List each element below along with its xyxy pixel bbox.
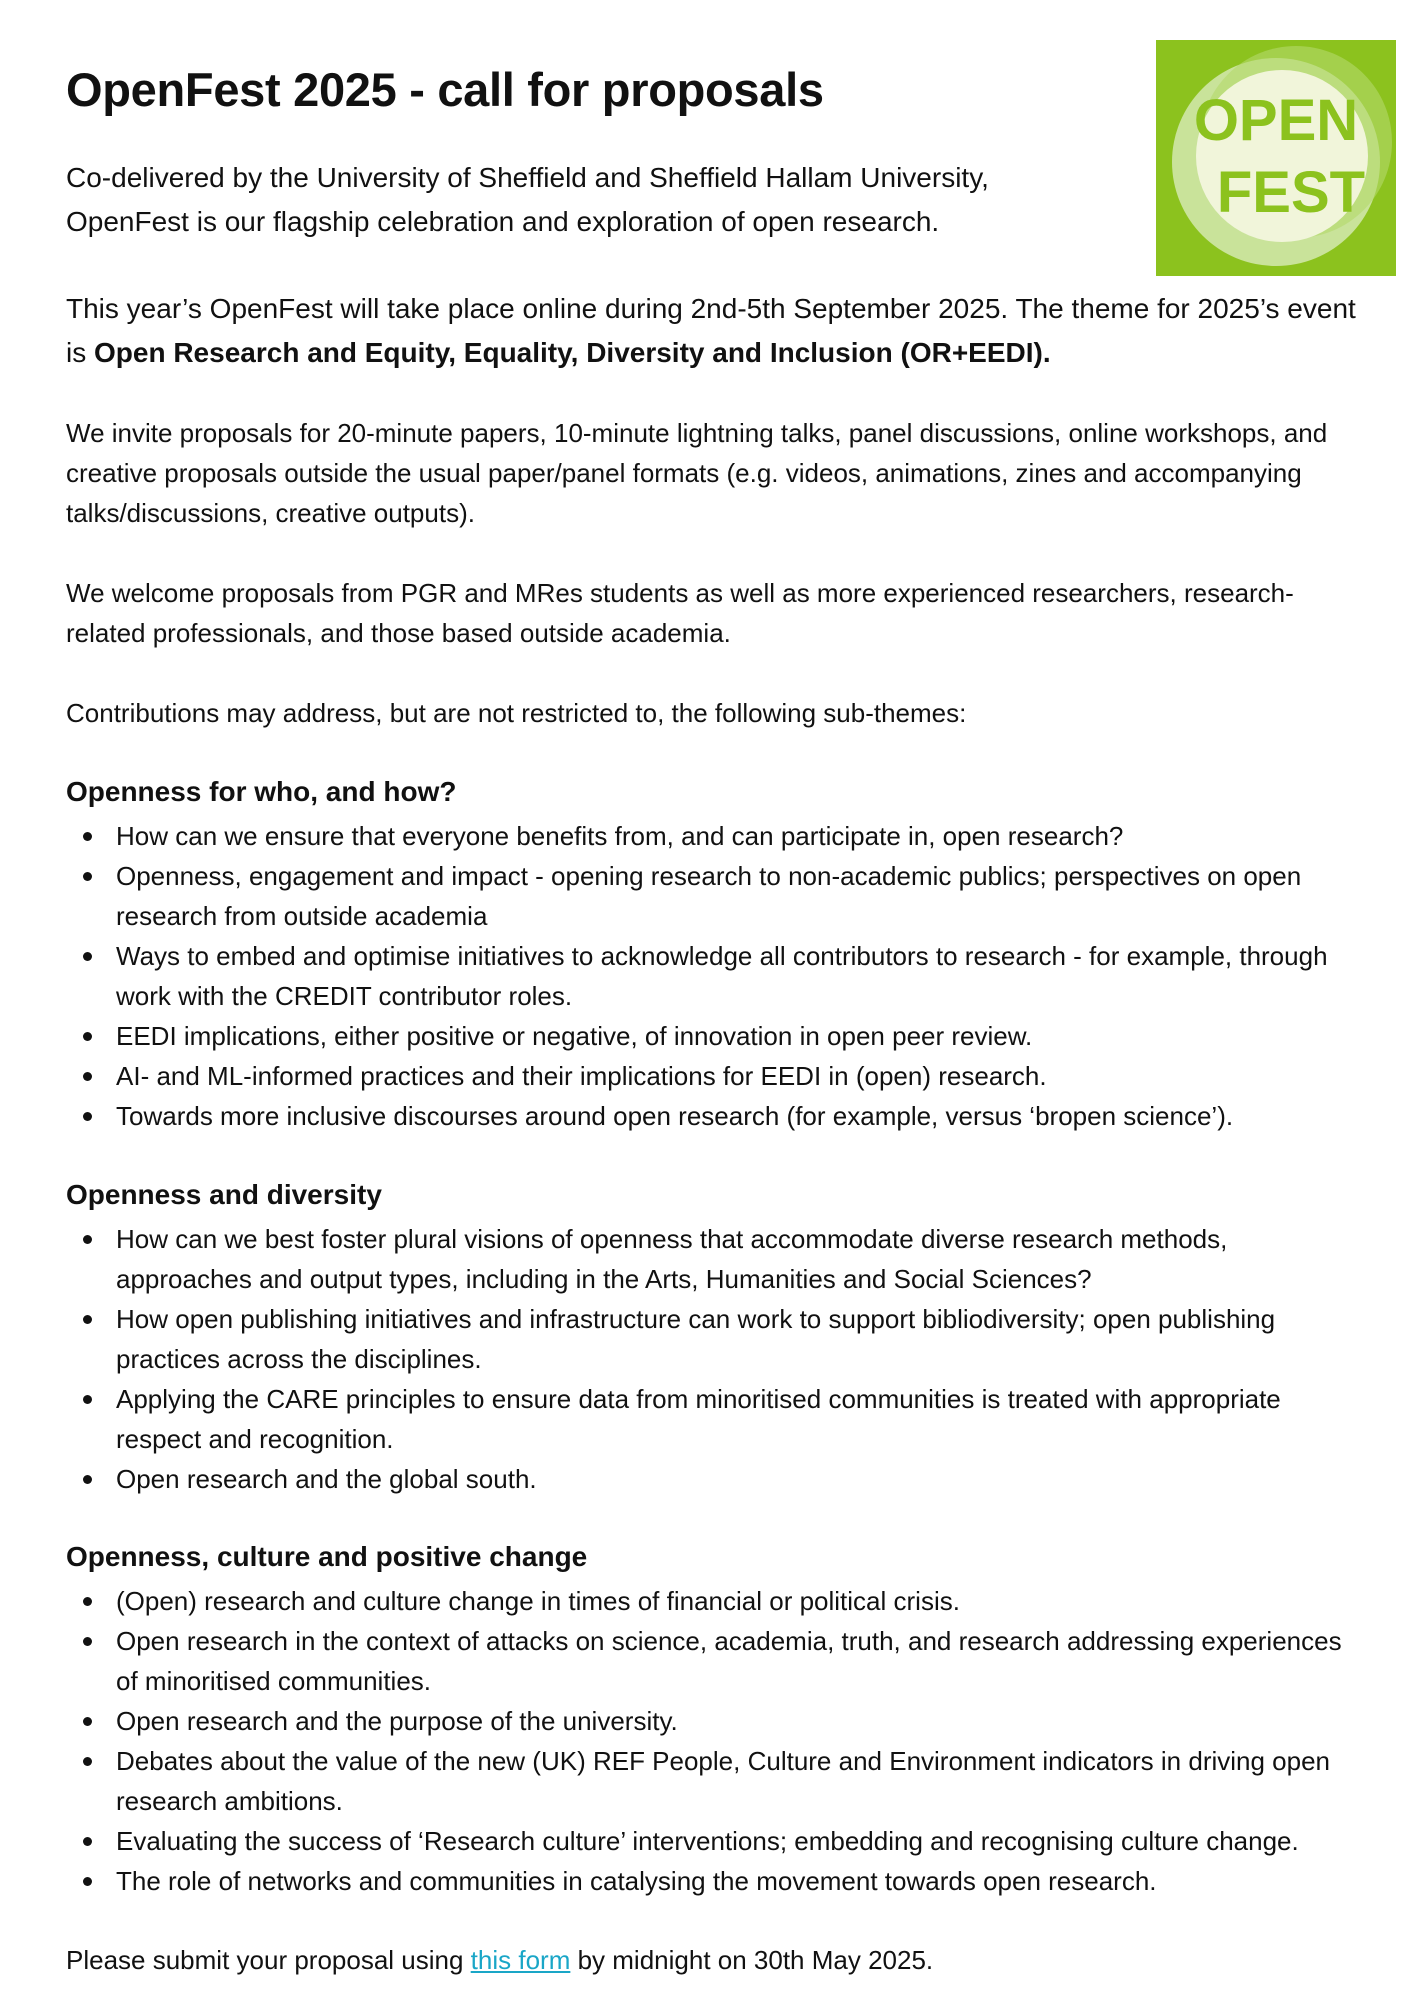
logo-text-fest: FEST [1216,160,1366,225]
bullet-icon [83,1315,92,1324]
section-heading: Openness, culture and positive change [66,1541,588,1572]
bullet-icon [83,1032,92,1041]
list-item [66,856,1356,936]
list-item-text: Openness, engagement and impact - opening research to non-academic publics; perspectives on open research from outside academia [116,861,1302,931]
bullet-icon [83,1235,92,1244]
list-item-text: EEDI implications, either positive or negative, of innovation in open peer review. [116,1021,1033,1051]
list-item [66,1056,1356,1096]
bullet-list [66,816,1356,1136]
list-item [66,1096,1356,1136]
deadline-text: by midnight on 30th May 2025. [570,1945,934,1975]
logo-text-open: OPEN [1193,88,1359,153]
list-item-text: (Open) research and culture change in times of financial or political crisis. [116,1586,960,1616]
list-item-text: AI- and ML-informed practices and their implications for EEDI in (open) research. [116,1061,1047,1091]
list-item-text: Debates about the value of the new (UK) REF People, Culture and Environment indicators in driving open research ambitions. [116,1746,1331,1816]
proposal-form-link[interactable]: this form [470,1945,571,1975]
list-item [66,816,1356,856]
list-item [66,1821,1356,1861]
list-item [66,1701,1356,1741]
bullet-icon [83,1072,92,1081]
page-title: OpenFest 2025 - call for proposals [66,63,824,116]
bullet-icon [83,1395,92,1404]
intro-paragraph: Co-delivered by the University of Sheffield and Sheffield Hallam University, OpenFest is our flagship celebration and exploration of open research. [66,162,989,237]
proposal-types-paragraph: We invite proposals for 20-minute papers, 10-minute lightning talks, panel discussions, online workshops, and creative proposals outside the usual paper/panel formats (e.g. videos, animations, zines and accompanying talks/discussions, creative outputs). [66,418,1328,528]
list-item-text: Applying the CARE principles to ensure data from minoritised communities is treated with appropriate respect and recognition. [116,1384,1281,1454]
list-item [66,1299,1356,1379]
submission-paragraph [66,1940,933,1980]
section-heading: Openness for who, and how? [66,776,457,807]
list-item [66,1459,1356,1499]
bullet-list [66,1219,1356,1499]
list-item-text: Ways to embed and optimise initiatives to acknowledge all contributors to research - for example, through work with the CREDIT contributor roles. [116,941,1328,1011]
list-item-text: How can we ensure that everyone benefits from, and can participate in, open research? [116,821,1124,851]
eligibility-paragraph: We welcome proposals from PGR and MRes students as well as more experienced researchers, research-related professionals, and those based outside academia. [66,578,1294,648]
list-item-text: How can we best foster plural visions of openness that accommodate diverse research methods, approaches and output types, including in the Arts, Humanities and Social Sciences? [116,1224,1228,1294]
section-openness-and-diversity [66,1175,1356,1499]
list-item-text: The role of networks and communities in catalysing the movement towards open research. [116,1866,1157,1896]
bullet-icon [83,1112,92,1121]
bullet-icon [83,1597,92,1606]
list-item-text: Evaluating the success of ‘Research culture’ interventions; embedding and recognising culture change. [116,1826,1299,1856]
bullet-list [66,1581,1356,1901]
section-openness-culture-change [66,1537,1356,1901]
section-heading: Openness and diversity [66,1179,382,1210]
section-openness-for-who [66,772,1356,1136]
bullet-icon [83,952,92,961]
subthemes-intro: Contributions may address, but are not restricted to, the following sub-themes: [66,698,967,728]
list-item-text: Towards more inclusive discourses around open research (for example, versus ‘bropen science’). [116,1101,1234,1131]
list-item [66,1621,1356,1701]
bullet-icon [83,1717,92,1726]
list-item [66,1379,1356,1459]
theme-text: This year’s OpenFest will take place online during 2nd-5th September 2025. The theme for 2025’s event is [66,293,1356,368]
list-item-text: How open publishing initiatives and infrastructure can work to support bibliodiversity; open publishing practices across the disciplines. [116,1304,1276,1374]
theme-title: Open Research and Equity, Equality, Diversity and Inclusion (OR+EEDI). [94,337,1051,368]
bullet-icon [83,1757,92,1766]
bullet-icon [83,832,92,841]
list-item-text: Open research and the purpose of the university. [116,1706,678,1736]
list-item-text: Open research in the context of attacks on science, academia, truth, and research addressing experiences of minoritised communities. [116,1626,1342,1696]
theme-paragraph [66,287,1356,375]
list-item-text: Open research and the global south. [116,1464,537,1494]
list-item [66,1741,1356,1821]
bullet-icon [83,1877,92,1886]
list-item [66,1016,1356,1056]
openfest-logo [1156,40,1396,276]
bullet-icon [83,1637,92,1646]
list-item [66,936,1356,1016]
list-item [66,1219,1356,1299]
bullet-icon [83,872,92,881]
bullet-icon [83,1475,92,1484]
list-item [66,1861,1356,1901]
bullet-icon [83,1837,92,1846]
submission-text: Please submit your proposal using [66,1945,471,1975]
list-item [66,1581,1356,1621]
